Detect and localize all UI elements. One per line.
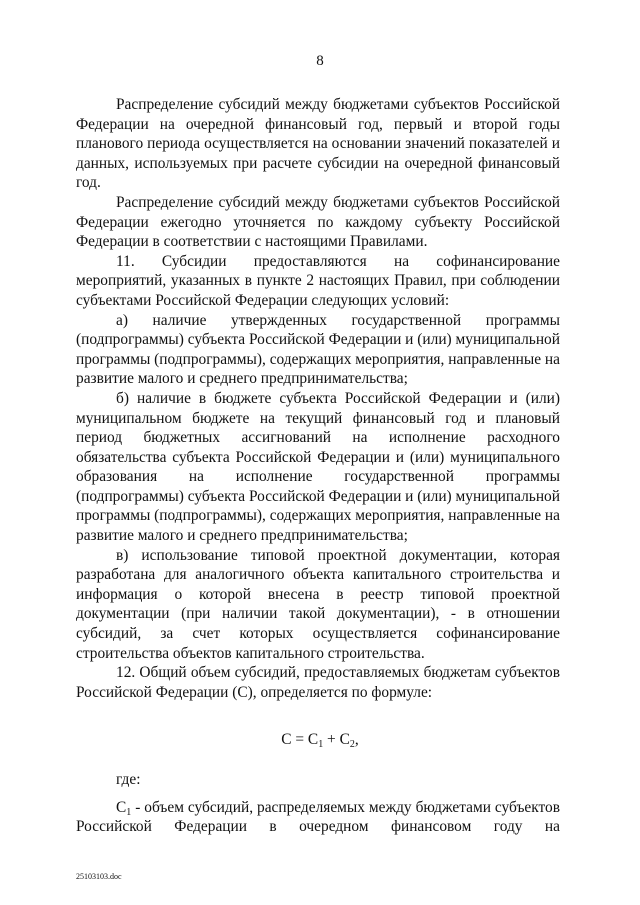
paragraph: 11. Субсидии предоставляются на софинансирование мероприятий, указанных в пункте 2 настоящих Правил, при соблюдении субъектами Российской Федерации следующих условий: xyxy=(76,252,560,309)
formula-plus: + С xyxy=(323,731,350,749)
formula-lhs: С = С xyxy=(281,731,319,749)
list-item-a: а) наличие утвержденных государственной программы (подпрограммы) субъекта Российской Федерации и (или) муниципальной программы (подпрограммы), содержащих мероприятия, направленные на развитие малого и среднего предпринимательства; xyxy=(76,311,560,388)
definition-symbol: С xyxy=(116,798,127,816)
formula-sub1: 1 xyxy=(318,739,324,751)
definition-sub: 1 xyxy=(126,806,132,818)
footer-filename: 25103103.doc xyxy=(76,872,122,881)
list-item-b: б) наличие в бюджете субъекта Российской Федерации и (или) муниципальном бюджете на текущий финансовый год и плановый период бюджетных ассигнований на исполнение расходного обязательства субъекта Российской Федерации и (или) муниципального образования на исполнение государственной программы (подпрограммы) субъекта Российской Федерации и (или) муниципальной программы (подпрограммы), содержащих мероприятия, направленные на развитие малого и среднего предпринимательства; xyxy=(76,389,560,545)
definition-text: - объем субсидий, распределяемых между бюджетами субъектов Российской Федерации в очередном финансовом году на xyxy=(76,798,560,836)
paragraph: Распределение субсидий между бюджетами субъектов Российской Федерации ежегодно уточняется по каждому субъекту Российской Федерации в соответствии с настоящими Правилами. xyxy=(76,193,560,251)
page-number: 8 xyxy=(316,53,324,69)
where-label: где: xyxy=(116,771,141,788)
document-body xyxy=(76,95,560,837)
paragraph: Распределение субсидий между бюджетами субъектов Российской Федерации на очередной финансовый год, первый и второй годы планового периода осуществляется на основании значений показателей и данных, используемых при расчете субсидии на очередной финансовый год. xyxy=(76,96,560,192)
formula-tail: , xyxy=(354,731,359,749)
formula xyxy=(76,730,560,750)
formula-sub2: 2 xyxy=(349,739,355,751)
list-item-v: в) использование типовой проектной документации, которая разработана для аналогичного объекта капитального строительства и информация о которой внесена в реестр типовой проектной документации (при наличии такой документации), - в отношении субсидий, за счет которых осуществляется софинансирование строительства объектов капитального строительства. xyxy=(76,546,560,662)
definition xyxy=(76,798,560,837)
paragraph: 12. Общий объем субсидий, предоставляемых бюджетам субъектов Российской Федерации (С), определяется по формуле: xyxy=(76,664,560,701)
